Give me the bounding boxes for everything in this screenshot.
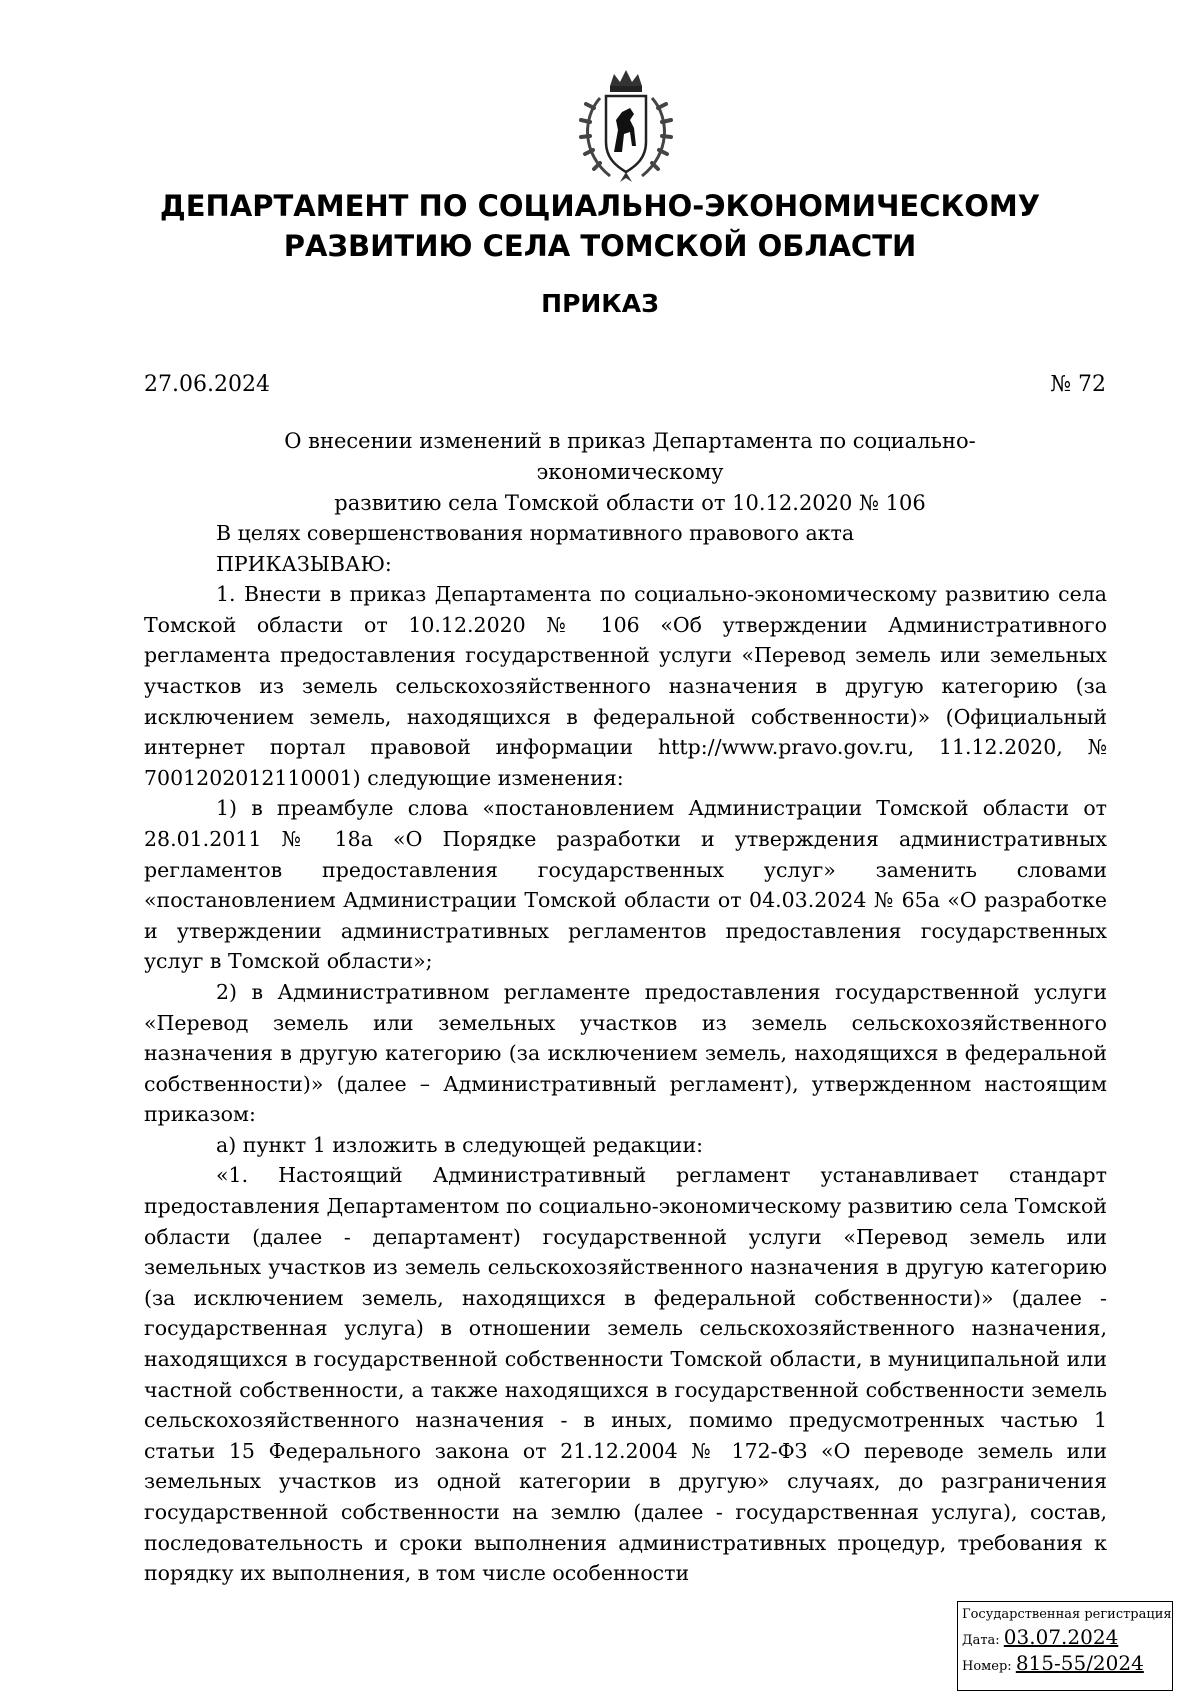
stamp-number-value: 815-55/2024: [1015, 1651, 1144, 1675]
paragraph-1-2: 2) в Административном регламенте предоставления государственной услуги «Перевод земель или земельных участков из земель сельскохозяйственного назначения в другую категорию (за исключением земель, находящихся в федеральной собственности)» (далее – Административный регламент), утвержденном настоящим приказом:: [144, 979, 1107, 1127]
paragraph-a: а) пункт 1 изложить в следующей редакции:: [216, 1132, 704, 1157]
order-number: № 72: [1050, 372, 1106, 397]
paragraph-a-text: «1. Настоящий Административный регламент устанавливает стандарт предоставления Департаментом по социально-экономическому развитию села Томской области (далее - департамент) государственной услуги «Перевод земель или земельных участков из земель сельскохозяйственного назначения в другую категорию (за исключением земель, находящихся в федеральной собственности)» (далее - государственная услуга) в отношении земель сельскохозяйственного назначения, находящихся в государственной собственности Томской области, в муниципальной или частной собственности, а также находящихся в государственной собственности земель сельскохозяйственного назначения - в иных, помимо предусмотренных частью 1 статьи 15 Федерального закона от 21.12.2004 № 172-ФЗ «О переводе земель или земельных участков из одной категории в другую» случаях, до разграничения государственной собственности на землю (далее - государственная услуга), состав, последовательность и сроки выполнения административных процедур, требования к порядку их выполнения, в том числе особенности: [144, 1163, 1107, 1586]
stamp-title: Государственная регистрация: [962, 1607, 1172, 1622]
document-type: ПРИКАЗ: [541, 289, 659, 318]
order-verb: ПРИКАЗЫВАЮ:: [216, 551, 392, 576]
registration-stamp: [957, 1601, 1173, 1691]
organization-name: [140, 186, 1060, 266]
stamp-date-label: Дата:: [962, 1633, 1000, 1648]
stamp-number-label: Номер:: [962, 1659, 1012, 1674]
org-line-1: ДЕПАРТАМЕНТ ПО СОЦИАЛЬНО-ЭКОНОМИЧЕСКОМУ: [159, 189, 1041, 223]
org-line-2: РАЗВИТИЮ СЕЛА ТОМСКОЙ ОБЛАСТИ: [283, 229, 917, 263]
stamp-number-row: [962, 1652, 1168, 1678]
preamble: В целях совершенствования нормативного правового акта: [216, 521, 855, 545]
stamp-date-value: 03.07.2024: [1003, 1625, 1119, 1649]
tomsk-region-coat-of-arms-icon: [570, 68, 682, 188]
order-date: 27.06.2024: [144, 372, 270, 397]
order-subject: [200, 426, 1060, 519]
subject-line-1: О внесении изменений в приказ Департамента по социально-экономическому: [284, 429, 976, 484]
paragraph-1: 1. Внести в приказ Департамента по социально-экономическому развитию села Томской области от 10.12.2020 № 106 «Об утверждении Административного регламента предоставления государственной услуги «Перевод земель или земельных участков из земель сельскохозяйственного назначения в другую категорию (за исключением земель, находящихся в федеральной собственности)» (Официальный интернет портал правовой информации http://www.pravo.gov.ru, 11.12.2020, № 7001202012110001) следующие изменения:: [144, 582, 1107, 790]
order-body: [144, 518, 1107, 1589]
stamp-date-row: [962, 1626, 1168, 1652]
paragraph-1-1: 1) в преамбуле слова «постановлением Администрации Томской области от 28.01.2011 № 18а «О Порядке разработки и утверждения административных регламентов предоставления государственных услуг» заменить словами «постановлением Администрации Томской области от 04.03.2024 № 65а «О разработке и утверждении административных регламентов предоставления государственных услуг в Томской области»;: [144, 796, 1107, 974]
subject-line-2: развитию села Томской области от 10.12.2020 № 106: [334, 491, 926, 515]
